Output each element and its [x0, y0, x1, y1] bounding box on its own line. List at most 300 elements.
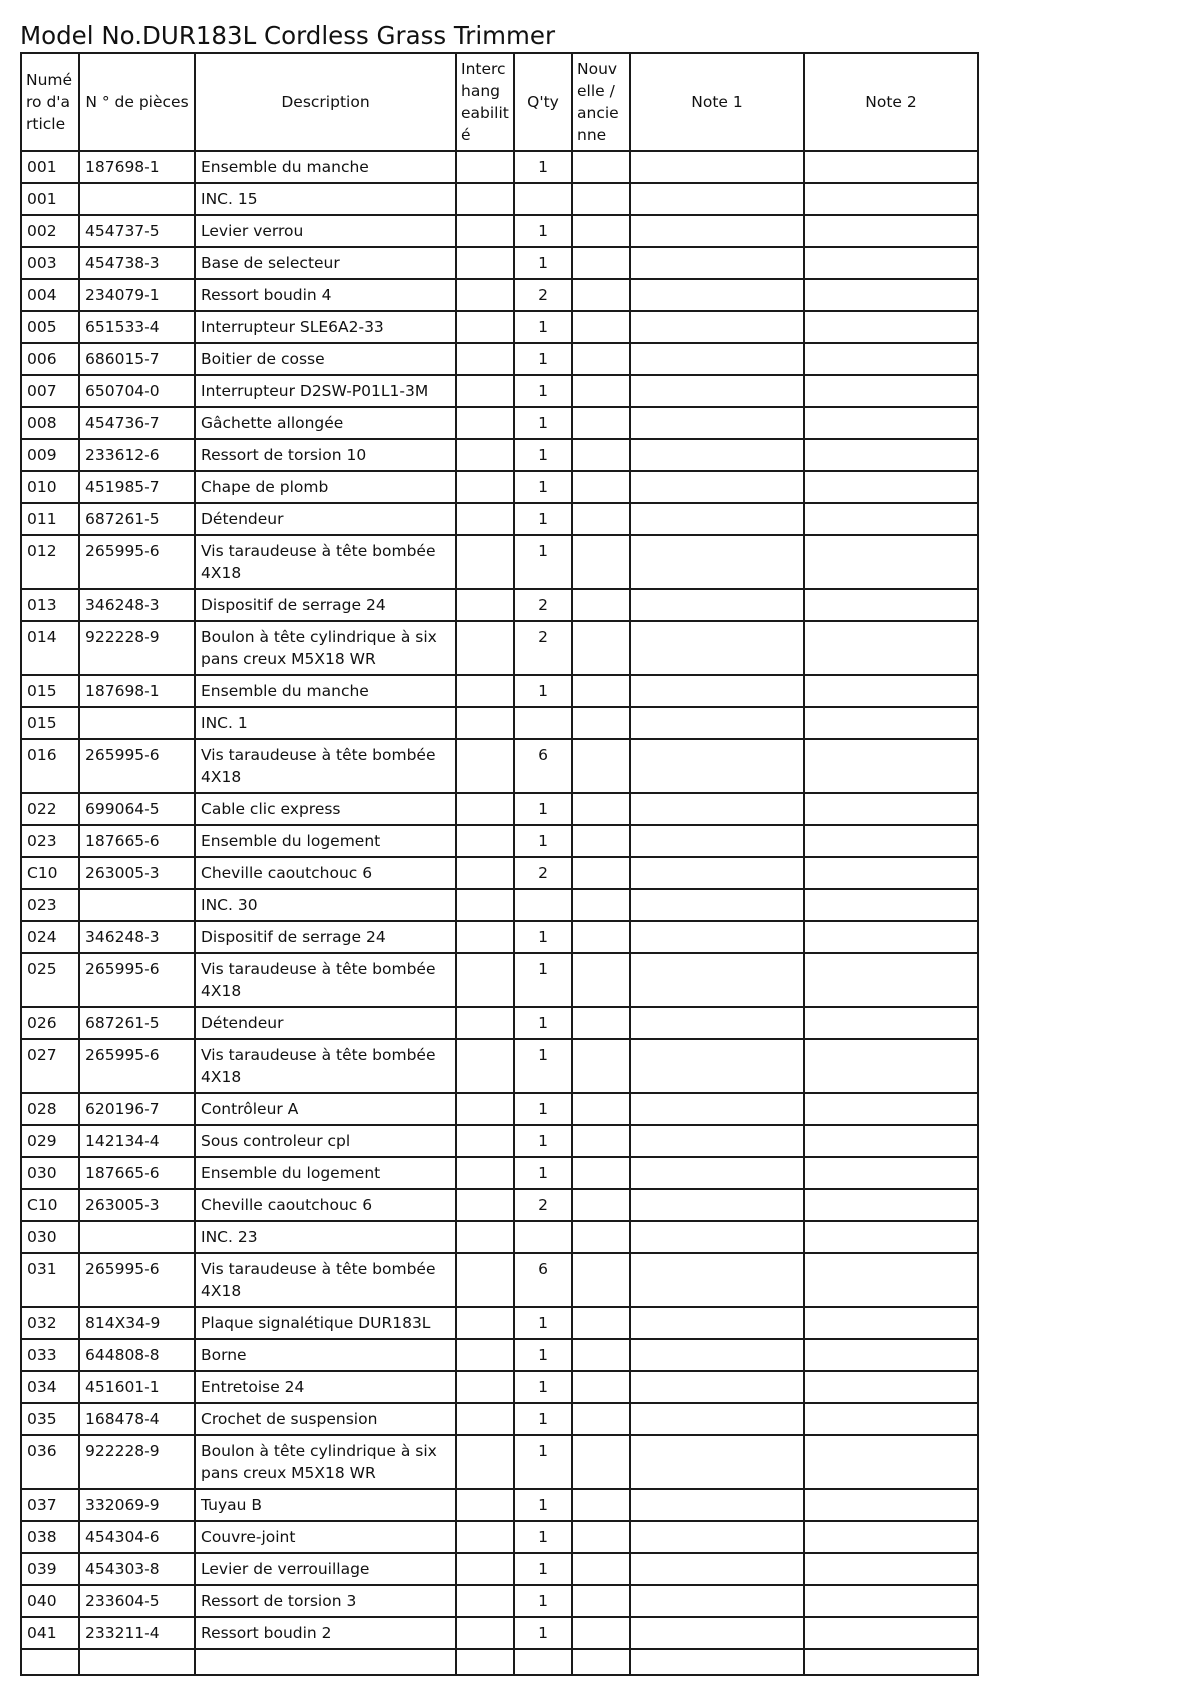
- cell-note-2: [804, 1585, 978, 1617]
- table-row: [21, 1585, 978, 1617]
- cell-note-1: [630, 739, 804, 793]
- cell-note-1: [630, 889, 804, 921]
- cell-description: Base de selecteur: [195, 247, 456, 279]
- cell-new-old: [572, 1521, 630, 1553]
- cell-note-1: [630, 675, 804, 707]
- cell-part-number: [79, 1221, 195, 1253]
- cell-note-1: [630, 343, 804, 375]
- cell-item-number: 027: [21, 1039, 79, 1093]
- cell-quantity: 1: [514, 407, 572, 439]
- cell-new-old: [572, 1157, 630, 1189]
- cell-interchangeability: [456, 1093, 514, 1125]
- cell-note-2: [804, 471, 978, 503]
- cell-new-old: [572, 707, 630, 739]
- table-row: [21, 1339, 978, 1371]
- cell-interchangeability: [456, 183, 514, 215]
- cell-note-1: [630, 921, 804, 953]
- cell-item-number: 004: [21, 279, 79, 311]
- header-note-1: Note 1: [630, 53, 804, 151]
- cell-part-number: 687261-5: [79, 503, 195, 535]
- cell-interchangeability: [456, 215, 514, 247]
- cell-description: Détendeur: [195, 1007, 456, 1039]
- cell-new-old: [572, 1307, 630, 1339]
- cell-description: Interrupteur D2SW-P01L1-3M: [195, 375, 456, 407]
- cell-description: Ressort de torsion 10: [195, 439, 456, 471]
- cell-note-2: [804, 1521, 978, 1553]
- cell-note-2: [804, 1157, 978, 1189]
- cell-new-old: [572, 921, 630, 953]
- cell-part-number: 451985-7: [79, 471, 195, 503]
- table-row: [21, 1435, 978, 1489]
- cell-note-2: [804, 1553, 978, 1585]
- header-note-2: Note 2: [804, 53, 978, 151]
- table-row: [21, 1553, 978, 1585]
- cell-item-number: 010: [21, 471, 79, 503]
- cell-description: Cable clic express: [195, 793, 456, 825]
- cell-note-1: [630, 1435, 804, 1489]
- cell-part-number: 454738-3: [79, 247, 195, 279]
- cell-interchangeability: [456, 279, 514, 311]
- cell-description: Boulon à tête cylindrique à six pans creux M5X18 WR: [195, 621, 456, 675]
- table-row: [21, 921, 978, 953]
- cell-item-number: 002: [21, 215, 79, 247]
- header-interchangeability: Interchangeabilité: [456, 53, 514, 151]
- cell-note-2: [804, 1339, 978, 1371]
- parts-table: [20, 52, 979, 1676]
- cell-note-1: [630, 1039, 804, 1093]
- cell-quantity: 6: [514, 739, 572, 793]
- cell-note-1: [630, 1253, 804, 1307]
- header-item-number: Numéro d'article: [21, 53, 79, 151]
- cell-new-old: [572, 621, 630, 675]
- cell-note-2: [804, 375, 978, 407]
- cell-note-2: [804, 1371, 978, 1403]
- cell-part-number: 687261-5: [79, 1007, 195, 1039]
- cell-description: Plaque signalétique DUR183L: [195, 1307, 456, 1339]
- cell-quantity: 1: [514, 1403, 572, 1435]
- cell-note-1: [630, 1521, 804, 1553]
- cell-note-2: [804, 589, 978, 621]
- table-body: [21, 151, 978, 1675]
- cell-note-1: [630, 1553, 804, 1585]
- header-part-number: N ° de pièces: [79, 53, 195, 151]
- cell-note-2: [804, 407, 978, 439]
- cell-note-1: [630, 825, 804, 857]
- table-row: [21, 1489, 978, 1521]
- cell-item-number: 032: [21, 1307, 79, 1339]
- cell-note-1: [630, 1189, 804, 1221]
- cell-note-1: [630, 953, 804, 1007]
- cell-note-1: [630, 793, 804, 825]
- cell-new-old: [572, 183, 630, 215]
- cell-part-number: 620196-7: [79, 1093, 195, 1125]
- cell-part-number: 454737-5: [79, 215, 195, 247]
- table-row: [21, 1093, 978, 1125]
- cell-description: Vis taraudeuse à tête bombée 4X18: [195, 1039, 456, 1093]
- cell-description: Cheville caoutchouc 6: [195, 1189, 456, 1221]
- cell-interchangeability: [456, 311, 514, 343]
- cell-note-2: [804, 953, 978, 1007]
- cell-quantity: 2: [514, 279, 572, 311]
- cell-part-number: 233604-5: [79, 1585, 195, 1617]
- cell-item-number: 015: [21, 675, 79, 707]
- cell-note-1: [630, 1617, 804, 1649]
- page-title: Model No.DUR183L Cordless Grass Trimmer: [20, 21, 556, 50]
- cell-quantity: [514, 183, 572, 215]
- cell-note-2: [804, 675, 978, 707]
- cell-description: Vis taraudeuse à tête bombée 4X18: [195, 739, 456, 793]
- cell-description: Ressort boudin 4: [195, 279, 456, 311]
- cell-part-number: 234079-1: [79, 279, 195, 311]
- cell-note-2: [804, 621, 978, 675]
- cell-item-number: 035: [21, 1403, 79, 1435]
- empty-cell: [804, 1649, 978, 1675]
- cell-note-2: [804, 247, 978, 279]
- table-row: [21, 739, 978, 793]
- cell-part-number: 644808-8: [79, 1339, 195, 1371]
- cell-item-number: 030: [21, 1157, 79, 1189]
- cell-quantity: 1: [514, 535, 572, 589]
- cell-quantity: 1: [514, 215, 572, 247]
- cell-description: Vis taraudeuse à tête bombée 4X18: [195, 953, 456, 1007]
- cell-new-old: [572, 407, 630, 439]
- cell-new-old: [572, 247, 630, 279]
- cell-part-number: 346248-3: [79, 589, 195, 621]
- cell-note-1: [630, 1157, 804, 1189]
- cell-note-2: [804, 1125, 978, 1157]
- cell-interchangeability: [456, 407, 514, 439]
- cell-interchangeability: [456, 825, 514, 857]
- table-row: [21, 1403, 978, 1435]
- cell-note-1: [630, 1339, 804, 1371]
- cell-quantity: 1: [514, 1093, 572, 1125]
- cell-interchangeability: [456, 151, 514, 183]
- cell-new-old: [572, 1371, 630, 1403]
- table-row: [21, 1521, 978, 1553]
- cell-note-2: [804, 707, 978, 739]
- cell-quantity: 1: [514, 1125, 572, 1157]
- cell-description: Boulon à tête cylindrique à six pans creux M5X18 WR: [195, 1435, 456, 1489]
- cell-new-old: [572, 1585, 630, 1617]
- cell-note-1: [630, 857, 804, 889]
- cell-new-old: [572, 151, 630, 183]
- cell-new-old: [572, 471, 630, 503]
- cell-new-old: [572, 1253, 630, 1307]
- cell-item-number: 011: [21, 503, 79, 535]
- table-row: [21, 675, 978, 707]
- cell-description: Sous controleur cpl: [195, 1125, 456, 1157]
- cell-item-number: 033: [21, 1339, 79, 1371]
- cell-note-2: [804, 1007, 978, 1039]
- cell-interchangeability: [456, 739, 514, 793]
- cell-note-1: [630, 1585, 804, 1617]
- cell-note-1: [630, 471, 804, 503]
- cell-description: Tuyau B: [195, 1489, 456, 1521]
- cell-quantity: 1: [514, 675, 572, 707]
- cell-interchangeability: [456, 1307, 514, 1339]
- cell-part-number: 233211-4: [79, 1617, 195, 1649]
- cell-part-number: 454303-8: [79, 1553, 195, 1585]
- cell-quantity: 2: [514, 621, 572, 675]
- cell-note-2: [804, 1221, 978, 1253]
- cell-item-number: 029: [21, 1125, 79, 1157]
- cell-item-number: 030: [21, 1221, 79, 1253]
- cell-part-number: 454736-7: [79, 407, 195, 439]
- cell-note-1: [630, 151, 804, 183]
- cell-part-number: 332069-9: [79, 1489, 195, 1521]
- cell-item-number: 036: [21, 1435, 79, 1489]
- table-row: [21, 1039, 978, 1093]
- cell-interchangeability: [456, 1039, 514, 1093]
- cell-note-2: [804, 793, 978, 825]
- cell-interchangeability: [456, 1521, 514, 1553]
- cell-quantity: 1: [514, 1157, 572, 1189]
- cell-note-2: [804, 279, 978, 311]
- cell-item-number: 037: [21, 1489, 79, 1521]
- table-row: [21, 215, 978, 247]
- cell-quantity: 2: [514, 857, 572, 889]
- cell-description: Borne: [195, 1339, 456, 1371]
- cell-note-1: [630, 1307, 804, 1339]
- table-row: [21, 439, 978, 471]
- cell-new-old: [572, 343, 630, 375]
- cell-description: Ensemble du manche: [195, 151, 456, 183]
- cell-item-number: 025: [21, 953, 79, 1007]
- table-row: [21, 247, 978, 279]
- cell-item-number: 016: [21, 739, 79, 793]
- cell-quantity: 1: [514, 151, 572, 183]
- table-row: [21, 279, 978, 311]
- cell-part-number: 265995-6: [79, 535, 195, 589]
- cell-description: Ressort de torsion 3: [195, 1585, 456, 1617]
- cell-interchangeability: [456, 921, 514, 953]
- header-new-old: Nouvelle / ancienne: [572, 53, 630, 151]
- table-row: [21, 1253, 978, 1307]
- cell-quantity: 1: [514, 311, 572, 343]
- cell-new-old: [572, 215, 630, 247]
- cell-item-number: 001: [21, 183, 79, 215]
- cell-note-1: [630, 1007, 804, 1039]
- cell-description: Cheville caoutchouc 6: [195, 857, 456, 889]
- table-row: [21, 589, 978, 621]
- cell-interchangeability: [456, 1189, 514, 1221]
- cell-item-number: 023: [21, 889, 79, 921]
- cell-quantity: 1: [514, 1007, 572, 1039]
- cell-part-number: 187665-6: [79, 1157, 195, 1189]
- cell-note-1: [630, 1093, 804, 1125]
- cell-new-old: [572, 889, 630, 921]
- table-row: [21, 857, 978, 889]
- cell-quantity: 1: [514, 1307, 572, 1339]
- cell-interchangeability: [456, 1403, 514, 1435]
- cell-part-number: 265995-6: [79, 1039, 195, 1093]
- cell-description: Entretoise 24: [195, 1371, 456, 1403]
- cell-quantity: 1: [514, 793, 572, 825]
- cell-part-number: 265995-6: [79, 953, 195, 1007]
- cell-new-old: [572, 857, 630, 889]
- cell-description: Levier de verrouillage: [195, 1553, 456, 1585]
- cell-new-old: [572, 1339, 630, 1371]
- cell-part-number: [79, 889, 195, 921]
- table-row: [21, 471, 978, 503]
- table-row: [21, 343, 978, 375]
- cell-note-2: [804, 1189, 978, 1221]
- cell-part-number: 699064-5: [79, 793, 195, 825]
- header-description: Description: [195, 53, 456, 151]
- cell-new-old: [572, 1125, 630, 1157]
- cell-interchangeability: [456, 343, 514, 375]
- cell-part-number: 265995-6: [79, 1253, 195, 1307]
- cell-quantity: 1: [514, 1585, 572, 1617]
- cell-note-2: [804, 535, 978, 589]
- cell-description: Ensemble du logement: [195, 825, 456, 857]
- cell-part-number: 454304-6: [79, 1521, 195, 1553]
- cell-description: Vis taraudeuse à tête bombée 4X18: [195, 1253, 456, 1307]
- cell-quantity: 1: [514, 1489, 572, 1521]
- cell-quantity: 1: [514, 1339, 572, 1371]
- cell-item-number: 022: [21, 793, 79, 825]
- cell-quantity: 1: [514, 1521, 572, 1553]
- cell-part-number: 233612-6: [79, 439, 195, 471]
- cell-item-number: 014: [21, 621, 79, 675]
- cell-quantity: 1: [514, 1039, 572, 1093]
- cell-description: Détendeur: [195, 503, 456, 535]
- cell-note-2: [804, 183, 978, 215]
- cell-note-1: [630, 375, 804, 407]
- table-row: [21, 889, 978, 921]
- cell-description: Levier verrou: [195, 215, 456, 247]
- cell-description: Dispositif de serrage 24: [195, 921, 456, 953]
- cell-description: Vis taraudeuse à tête bombée 4X18: [195, 535, 456, 589]
- cell-item-number: 012: [21, 535, 79, 589]
- cell-quantity: [514, 1221, 572, 1253]
- cell-new-old: [572, 1617, 630, 1649]
- cell-description: Contrôleur A: [195, 1093, 456, 1125]
- table-row: [21, 953, 978, 1007]
- cell-quantity: 1: [514, 439, 572, 471]
- cell-item-number: C10: [21, 1189, 79, 1221]
- cell-interchangeability: [456, 589, 514, 621]
- cell-description: Chape de plomb: [195, 471, 456, 503]
- cell-item-number: 024: [21, 921, 79, 953]
- table-row: [21, 793, 978, 825]
- cell-note-2: [804, 439, 978, 471]
- cell-part-number: 451601-1: [79, 1371, 195, 1403]
- cell-interchangeability: [456, 1585, 514, 1617]
- cell-part-number: 187698-1: [79, 151, 195, 183]
- cell-interchangeability: [456, 793, 514, 825]
- cell-interchangeability: [456, 1339, 514, 1371]
- cell-part-number: 922228-9: [79, 621, 195, 675]
- cell-description: Ressort boudin 2: [195, 1617, 456, 1649]
- cell-quantity: 1: [514, 1553, 572, 1585]
- cell-item-number: 028: [21, 1093, 79, 1125]
- cell-description: Ensemble du manche: [195, 675, 456, 707]
- cell-note-1: [630, 535, 804, 589]
- cell-note-2: [804, 215, 978, 247]
- cell-interchangeability: [456, 1553, 514, 1585]
- cell-part-number: 142134-4: [79, 1125, 195, 1157]
- cell-note-1: [630, 1371, 804, 1403]
- cell-new-old: [572, 1553, 630, 1585]
- cell-description: INC. 1: [195, 707, 456, 739]
- cell-item-number: 013: [21, 589, 79, 621]
- cell-item-number: 034: [21, 1371, 79, 1403]
- cell-part-number: 686015-7: [79, 343, 195, 375]
- cell-description: Interrupteur SLE6A2-33: [195, 311, 456, 343]
- cell-interchangeability: [456, 247, 514, 279]
- cell-part-number: 922228-9: [79, 1435, 195, 1489]
- empty-cell: [195, 1649, 456, 1675]
- cell-description: Boitier de cosse: [195, 343, 456, 375]
- cell-note-2: [804, 1307, 978, 1339]
- table-header-row: [21, 53, 978, 151]
- cell-quantity: 2: [514, 589, 572, 621]
- cell-interchangeability: [456, 889, 514, 921]
- cell-part-number: [79, 183, 195, 215]
- empty-cell: [456, 1649, 514, 1675]
- cell-interchangeability: [456, 1489, 514, 1521]
- cell-new-old: [572, 279, 630, 311]
- cell-quantity: 1: [514, 471, 572, 503]
- cell-quantity: 1: [514, 247, 572, 279]
- table-row: [21, 825, 978, 857]
- empty-cell: [572, 1649, 630, 1675]
- cell-note-2: [804, 503, 978, 535]
- cell-item-number: 041: [21, 1617, 79, 1649]
- cell-note-2: [804, 889, 978, 921]
- cell-part-number: 346248-3: [79, 921, 195, 953]
- cell-item-number: 006: [21, 343, 79, 375]
- cell-interchangeability: [456, 1253, 514, 1307]
- empty-cell: [630, 1649, 804, 1675]
- cell-new-old: [572, 375, 630, 407]
- cell-note-1: [630, 183, 804, 215]
- cell-quantity: 1: [514, 343, 572, 375]
- cell-interchangeability: [456, 675, 514, 707]
- cell-note-2: [804, 825, 978, 857]
- table-row: [21, 1157, 978, 1189]
- cell-item-number: 039: [21, 1553, 79, 1585]
- table-row: [21, 311, 978, 343]
- table-row: [21, 407, 978, 439]
- cell-new-old: [572, 535, 630, 589]
- cell-item-number: 008: [21, 407, 79, 439]
- table-row: [21, 183, 978, 215]
- cell-item-number: 009: [21, 439, 79, 471]
- cell-new-old: [572, 439, 630, 471]
- cell-quantity: 1: [514, 1435, 572, 1489]
- cell-interchangeability: [456, 953, 514, 1007]
- cell-note-1: [630, 1221, 804, 1253]
- cell-note-1: [630, 1125, 804, 1157]
- cell-item-number: 003: [21, 247, 79, 279]
- cell-note-2: [804, 857, 978, 889]
- empty-cell: [79, 1649, 195, 1675]
- cell-part-number: 263005-3: [79, 1189, 195, 1221]
- cell-item-number: 007: [21, 375, 79, 407]
- cell-note-2: [804, 1489, 978, 1521]
- cell-interchangeability: [456, 535, 514, 589]
- cell-note-1: [630, 407, 804, 439]
- cell-quantity: 1: [514, 503, 572, 535]
- cell-interchangeability: [456, 439, 514, 471]
- cell-new-old: [572, 793, 630, 825]
- cell-note-1: [630, 589, 804, 621]
- cell-part-number: 265995-6: [79, 739, 195, 793]
- cell-item-number: 023: [21, 825, 79, 857]
- cell-description: Ensemble du logement: [195, 1157, 456, 1189]
